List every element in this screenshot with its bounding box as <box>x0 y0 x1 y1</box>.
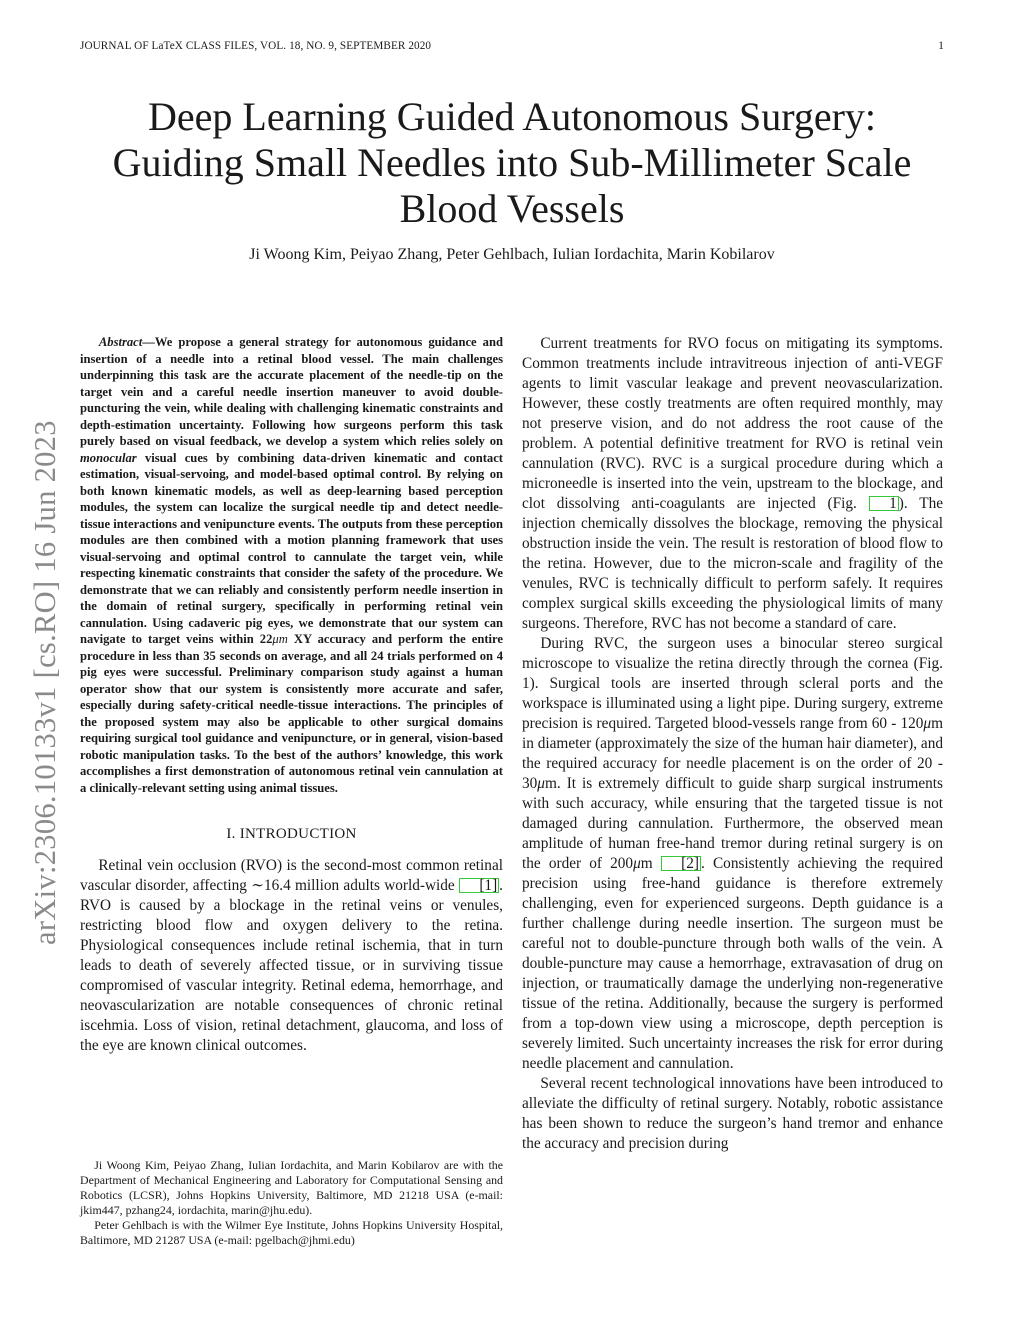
citation-link[interactable]: [1] <box>459 878 499 893</box>
left-column <box>80 334 503 1056</box>
abstract-label: Abstract <box>98 335 143 349</box>
page-number: 1 <box>938 40 944 52</box>
section-heading-introduction: I. INTRODUCTION <box>226 826 357 842</box>
journal-name: JOURNAL OF LaTeX CLASS FILES, VOL. 18, NO. 9, SEPTEMBER 2020 <box>80 40 432 52</box>
author-affiliation-footnotes <box>80 1158 503 1248</box>
abstract: Abstract—We propose a general strategy for autonomous guidance and insertion of a needle into a retinal blood vessel. The main challenges underpinning this task are the accurate placement of the needle-tip on the target vein and a careful needle insertion maneuver to avoid double-puncturing the vein, while dealing with challenging kinematic constraints and depth-estimation uncertainty. Following how surgeons perform this task purely based on visual feedback, we develop a system which relies solely on monocular visual cues by combining data-driven kinematic and contact estimation, visual-servoing, and model-based optimal control. By relying on both known kinematic models, as well as deep-learning based perception modules, the system can localize the surgical needle tip and detect needle-tissue interactions and venipuncture events. The outputs from these perception modules are then combined with a motion planning framework that uses visual-servoing and optimal control to cannulate the target vein, while respecting kinematic constraints that consider the safety of the procedure. We demonstrate that we can reliably and consistently perform needle insertion in the domain of retinal surgery, specifically in performing retinal vein cannulation. Using cadaveric pig eyes, we demonstrate that our system can navigate to target veins within 22μm XY accuracy and perform the entire procedure in less than 35 seconds on average, and all 24 trials performed on 4 pig eyes were successful. Preliminary comparison study against a human operator show that our system is consistently more accurate and safer, especially during safety-critical needle-tissue interactions. The principles of the proposed system may also be applicable to other surgical domains requiring surgical tool guidance and venipuncture, or in general, vision-based robotic manipulation tasks. To the best of the authors’ knowledge, this work accomplishes a first demonstration of autonomous retinal vein cannulation at a clinically-relevant setting using animal tissues. <box>80 335 504 795</box>
latex-logo: LaTeX <box>151 40 183 52</box>
figure-reference-link[interactable]: 1 <box>869 496 899 511</box>
paragraph-intro-1: Retinal vein occlusion (RVO) is the second-most common retinal vascular disorder, affecting ∼16.4 million adults world-wide [1] . RVO is caused by a blockage in the retinal veins or venules, restricting blood flow and oxygen delivery to the retina. Physiological consequences include retinal ischemia, that in turn leads to death of severely affected tissue, or in surviving tissue compromised of vascular integrity. Retinal edema, hemorrhage, and neovascularization are notable consequences of chronic retinal iscehmia. Loss of vision, retinal detachment, glaucoma, and loss of the eye are known clinical outcomes. <box>80 857 503 1054</box>
author-list: Ji Woong Kim, Peiyao Zhang, Peter Gehlbach, Iulian Iordachita, Marin Kobilarov <box>249 246 775 263</box>
paper-title: Deep Learning Guided Autonomous Surgery: Guiding Small Needles into Sub-Millimeter Scale Blood Vessels <box>112 94 912 231</box>
footnote: Peter Gehlbach is with the Wilmer Eye Institute, Johns Hopkins University Hospital, Baltimore, MD 21287 USA (e-mail: pgelbach@jhmi.edu) <box>80 1218 503 1247</box>
paragraph-intro-2: Current treatments for RVO focus on mitigating its symptoms. Common treatments include intravitreous injection of anti-VEGF agents to limit vascular leakage and prevent neovascularization. However, these costly treatments are often required monthly, may not preserve vision, and do not address the root cause of the problem. A potential definitive treatment for RVO is retinal vein cannulation (RVC). RVC is a surgical procedure during which a microneedle is inserted into the vein, upstream to the blockage, and clot dissolving anti-coagulants are injected (Fig. 1 ). The injection chemically dissolves the blockage, removing the physical obstruction inside the vein. The result is restoration of blood flow to the retina. However, due to the micron-scale and fragility of the venules, RVC is technically difficult to perform safely. It requires complex surgical skills exceeding the physiological limits of many surgeons. Therefore, RVC has not become a standard of care. <box>522 335 944 632</box>
citation-link[interactable]: [2] <box>661 856 701 871</box>
paragraph-intro-4: Several recent technological innovations have been introduced to alleviate the difficulty of retinal surgery. Notably, robotic assistance has been shown to reduce the surgeon’s hand tremor and enhance the accuracy and precision during <box>522 1075 943 1152</box>
arxiv-identifier[interactable]: arXiv:2306.10133v1 [cs.RO] 16 Jun 2023 <box>28 420 62 945</box>
footnote: Ji Woong Kim, Peiyao Zhang, Iulian Iordachita, and Marin Kobilarov are with the Department of Mechanical Engineering and Laboratory for Computational Sensing and Robotics (LCSR), Johns Hopkins University, Baltimore, MD 21218 USA (e-mail: jkim447, pzhang24, iordachita, marin@jhu.edu). <box>80 1158 503 1217</box>
paragraph-intro-3: During RVC, the surgeon uses a binocular stereo surgical microscope to visualize the retina directly through the cornea (Fig. 1). Surgical tools are inserted through scleral ports and the workspace is illuminated using a light pipe. During surgery, extreme precision is required. Targeted blood-vessels range from 60 - 120μm in diameter (approximately the size of the human hair diameter), and the required accuracy for needle placement is on the order of 20 - 30μm. It is extremely difficult to guide sharp surgical instruments with such accuracy, while ensuring that the targeted tissue is not damaged during cannulation. Furthermore, the observed mean amplitude of human free-hand tremor during retinal surgery is on the order of 200μm [2] . Consistently achieving the required precision using free-hand guidance is therefore extremely challenging, even for experienced surgeons. Depth guidance is a further challenge during needle insertion. The surgeon must be careful not to double-puncture through both walls of the vein. A double-puncture may cause a hemorrhage, extravasation of drug on injection, or traumatically damage the underlying non-regenerative tissue of the retina. Additionally, because the surgery is performed from a top-down view using a microscope, depth perception is severely limited. Such uncertainty increases the risk for error during needle placement and cannulation. <box>522 635 943 1072</box>
right-column <box>522 334 943 1154</box>
running-head <box>80 40 944 58</box>
